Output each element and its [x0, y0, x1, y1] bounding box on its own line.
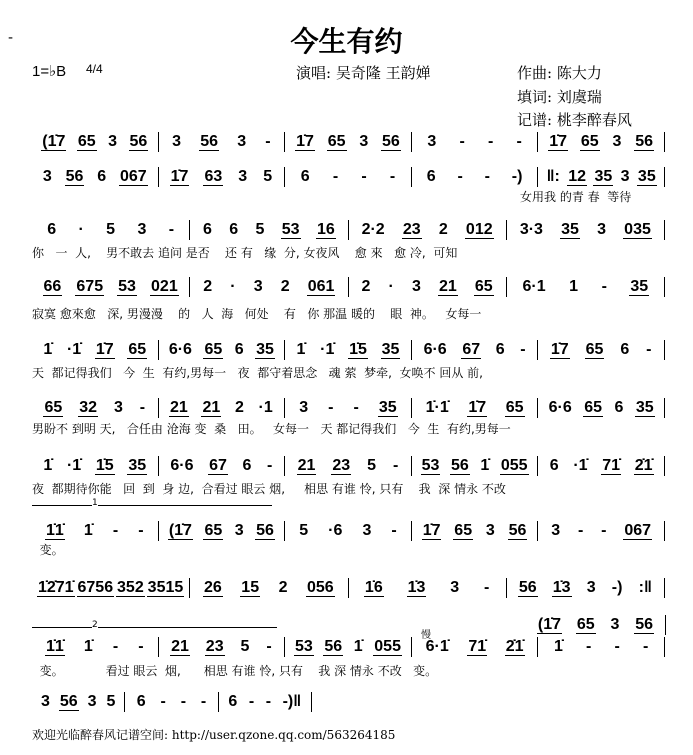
- note-group: -: [487, 133, 494, 150]
- notation-row: [32, 339, 665, 361]
- note-group: (1̇7: [168, 522, 192, 539]
- note-group: 56: [200, 133, 219, 150]
- note-group: -: [180, 693, 187, 710]
- footer-credit: 欢迎光临醉春风记谱空间: http://user.qzone.qq.com/563264185: [32, 728, 396, 742]
- note-group: 6: [47, 221, 57, 238]
- note-group: 2̇1̇: [634, 457, 653, 474]
- note-group: 675: [76, 278, 104, 295]
- volta-2-label: 2: [92, 620, 98, 630]
- note-group: 3: [108, 133, 118, 150]
- measure: [412, 456, 539, 476]
- measure: [285, 340, 412, 360]
- note-group: ·: [78, 221, 84, 238]
- note-group: 6: [426, 168, 436, 185]
- note-group: 2: [278, 579, 288, 596]
- note-group: 352: [117, 579, 144, 596]
- note-group: 2: [361, 278, 371, 295]
- note-group: 1̇7: [296, 133, 314, 150]
- note-group: 3: [234, 522, 244, 539]
- note-group: ·: [230, 278, 236, 295]
- note-group: 56: [65, 168, 84, 185]
- note-group: 35: [378, 399, 397, 416]
- note-group: 3: [620, 168, 630, 185]
- measure: [412, 167, 539, 187]
- measure: [412, 398, 539, 418]
- note-group: ·1̇: [66, 341, 82, 358]
- tempo-mark: 慢: [421, 630, 431, 641]
- note-group: ·1̇: [66, 457, 82, 474]
- transcriber: 记谱: 桃李醉春风: [517, 111, 632, 129]
- note-group: 66: [43, 278, 62, 295]
- note-group: 21: [438, 278, 457, 295]
- notation-row: [32, 520, 665, 542]
- note-group: 1̇·1̇: [425, 399, 449, 416]
- note-group: 35: [594, 168, 613, 185]
- note-group: 3: [597, 221, 606, 238]
- measure: [538, 167, 665, 187]
- note-group: -: [353, 399, 359, 416]
- note-group: 3: [586, 579, 596, 596]
- note-group: 6: [136, 693, 146, 710]
- note-group: 1̇: [480, 457, 490, 474]
- note-group: -: [646, 341, 652, 358]
- measure: [32, 692, 125, 712]
- measure: [507, 578, 665, 598]
- measure: [526, 615, 666, 635]
- note-group: 6: [97, 168, 107, 185]
- note-group: 56: [518, 579, 537, 596]
- note-group: 3: [362, 522, 372, 539]
- note-group: 65: [77, 133, 96, 150]
- note-group: 65: [327, 133, 346, 150]
- measure: [285, 132, 412, 152]
- note-group: 3: [113, 399, 123, 416]
- note-group: -: [361, 168, 367, 185]
- note-group: 71̇: [468, 638, 487, 655]
- note-group: 3: [42, 168, 52, 185]
- measure: [32, 578, 190, 598]
- measure: [412, 521, 539, 541]
- note-group: -: [112, 522, 119, 539]
- note-group: 6: [620, 341, 630, 358]
- lyric-line: 你 一 人, 男不敢去 追问 是否 还 有 缘 分, 女夜风 愈 來 愈 冷, 可知: [32, 246, 458, 260]
- lyricist: 填词: 刘虞瑞: [517, 88, 602, 106]
- note-group: 35: [256, 341, 274, 358]
- lyric-line: 变。 看过 眼云 烟, 相思 有谁 怜, 只有 我 深 情永 不改 变。: [32, 664, 438, 678]
- note-group: 6: [242, 457, 252, 474]
- note-group: 56: [256, 522, 274, 539]
- note-group: 21: [297, 457, 316, 474]
- note-group: 65: [576, 616, 595, 633]
- measure: [32, 398, 159, 418]
- measure: [285, 521, 412, 541]
- note-group: ·6: [328, 522, 343, 539]
- note-group: 3: [612, 133, 622, 150]
- note-group: 1̇7: [549, 133, 568, 150]
- singers: 演唱: 吴奇隆 王韵婵: [296, 64, 431, 82]
- note-group: 53: [118, 278, 136, 295]
- note-group: -): [511, 168, 523, 185]
- note-group: 65: [584, 399, 603, 416]
- note-group: 65: [204, 522, 223, 539]
- notation-row: [32, 636, 665, 658]
- note-group: -: [389, 168, 396, 185]
- note-group: 23: [402, 221, 421, 238]
- note-group: 067: [119, 168, 147, 185]
- note-group: 23: [205, 638, 224, 655]
- note-group: -: [601, 278, 607, 295]
- measure: [538, 132, 665, 152]
- note-group: 2̇1̇: [505, 638, 524, 655]
- measure: [538, 637, 665, 657]
- measure: [159, 398, 286, 418]
- measure: [32, 521, 159, 541]
- note-group: 1̇7: [468, 399, 487, 416]
- note-group: 26: [204, 579, 222, 596]
- notation-row: [32, 219, 665, 241]
- measure: [412, 132, 539, 152]
- note-group: -: [332, 168, 339, 185]
- note-group: 6·6: [548, 399, 572, 416]
- note-group: 055: [500, 457, 528, 474]
- note-group: 63: [204, 168, 223, 185]
- note-group: 56: [635, 616, 654, 633]
- note-group: 3: [450, 579, 460, 596]
- measure: [190, 220, 348, 240]
- lyric-line: 寂寞 愈來愈 深, 男漫漫 的 人 海 何处 有 你 那温 暖的 眼 神。 女每一: [32, 307, 482, 321]
- note-group: 1̇3: [407, 579, 426, 596]
- note-group: 6756: [77, 579, 114, 596]
- note-group: -: [391, 522, 397, 539]
- note-group: 021: [151, 278, 178, 295]
- note-group: 6: [228, 693, 238, 710]
- note-group: 1̇: [83, 638, 93, 655]
- measure: [412, 637, 539, 657]
- note-group: 71̇: [602, 457, 621, 474]
- notation-row: [32, 691, 312, 713]
- note-group: 1̇: [43, 457, 53, 474]
- note-group: 1̇5: [95, 457, 114, 474]
- note-group: 056: [307, 579, 334, 596]
- note-group: -: [459, 133, 465, 150]
- note-group: 1̇: [353, 638, 363, 655]
- measure: [285, 167, 412, 187]
- note-group: ·1̇: [320, 341, 335, 358]
- measure: [32, 637, 159, 657]
- notation-row: [32, 166, 665, 188]
- note-group: -: [139, 399, 146, 416]
- note-group: -: [520, 341, 526, 358]
- note-group: 65: [128, 341, 147, 358]
- note-group: ·1̇: [573, 457, 588, 474]
- note-group: 2: [234, 399, 244, 416]
- lyric-line: 夜 都期待你能 回 到 身 边, 合看过 眼云 烟, 相思 有谁 怜, 只有 我 深 情永 不改: [32, 482, 506, 496]
- measure: [159, 167, 286, 187]
- note-group: -: [601, 522, 607, 539]
- note-group: 21: [169, 399, 188, 416]
- note-group: -: [267, 457, 273, 474]
- note-group: 1: [569, 278, 579, 295]
- note-group: -: [516, 133, 522, 150]
- note-group: -: [265, 133, 271, 150]
- note-group: ·1: [258, 399, 273, 416]
- measure: [190, 277, 348, 297]
- note-group: 6·1̇: [425, 638, 449, 655]
- note-group: 6·6: [168, 341, 192, 358]
- note-group: 6·1: [522, 278, 546, 295]
- note-group: -: [483, 579, 490, 596]
- notation-row: [32, 577, 665, 599]
- note-group: 32: [79, 399, 97, 416]
- measure: [538, 340, 665, 360]
- notation-row: [32, 455, 665, 477]
- note-group: 65: [44, 399, 63, 416]
- measure: [285, 398, 412, 418]
- note-group: :‖: [638, 579, 652, 596]
- note-group: 35: [637, 168, 656, 185]
- measure: [32, 456, 159, 476]
- note-group: 3: [485, 522, 495, 539]
- note-group: 2: [203, 278, 213, 295]
- note-group: 53: [294, 638, 313, 655]
- note-group: -: [200, 693, 207, 710]
- note-group: 56: [635, 133, 654, 150]
- measure: [159, 132, 286, 152]
- measure: [32, 132, 159, 152]
- note-group: -: [614, 638, 620, 655]
- note-group: 3: [427, 133, 437, 150]
- note-group: 3: [610, 616, 620, 633]
- note-group: 3515: [147, 579, 184, 596]
- measure: [507, 220, 665, 240]
- note-group: 53: [421, 457, 440, 474]
- note-group: 3: [40, 693, 50, 710]
- corner-mark: -: [8, 30, 14, 46]
- note-group: 35: [381, 341, 400, 358]
- note-group: 1̇1̇: [46, 638, 64, 655]
- measure: [538, 456, 665, 476]
- note-group: 3: [172, 133, 182, 150]
- measure: [159, 637, 286, 657]
- note-group: 1̇3: [552, 579, 571, 596]
- note-group: 2: [438, 221, 448, 238]
- note-group: 1̇: [43, 341, 53, 358]
- notation-row: [32, 276, 665, 298]
- note-group: 2·2: [361, 221, 385, 238]
- note-group: 35: [635, 399, 654, 416]
- note-group: 1̇7: [95, 341, 114, 358]
- measure: [349, 277, 507, 297]
- note-group: 1̇7: [170, 168, 189, 185]
- note-group: 56: [324, 638, 343, 655]
- measure: [32, 340, 159, 360]
- note-group: 6: [495, 341, 505, 358]
- measure: [125, 692, 218, 712]
- measure: [285, 637, 412, 657]
- note-group: 012: [465, 221, 493, 238]
- lyric-line: 变。: [32, 543, 64, 557]
- note-group: -: [112, 638, 119, 655]
- notation-row: [32, 131, 665, 153]
- note-group: 56: [508, 522, 527, 539]
- note-group: 1̇5: [349, 341, 367, 358]
- note-group: 56: [59, 693, 78, 710]
- note-group: 67: [209, 457, 227, 474]
- note-group: 56: [129, 133, 148, 150]
- note-group: 21: [202, 399, 221, 416]
- note-group: 56: [382, 133, 400, 150]
- measure: [159, 521, 286, 541]
- note-group: 1̇: [83, 522, 93, 539]
- note-group: 3: [137, 221, 147, 238]
- note-group: 16: [316, 221, 335, 238]
- note-group: -: [138, 522, 144, 539]
- note-group: 1̇: [553, 638, 563, 655]
- note-group: -): [611, 579, 623, 596]
- note-group: -: [248, 693, 255, 710]
- note-group: 035: [624, 221, 651, 238]
- notation-row: [32, 397, 665, 419]
- volta-1-bracket: [32, 498, 272, 508]
- note-group: -: [643, 638, 649, 655]
- note-group: 3: [359, 133, 369, 150]
- song-title: 今生有约: [290, 25, 403, 58]
- note-group: 3·3: [519, 221, 543, 238]
- note-group: 6·6: [423, 341, 447, 358]
- note-group: -: [586, 638, 592, 655]
- measure: [190, 578, 348, 598]
- note-group: 21: [171, 638, 189, 655]
- lyric-line: 天 都记得我们 今 生 有约,男每一 夜 都守着思念 魂 萦 梦牵, 女唤不 回从 前,: [32, 366, 483, 380]
- measure: [159, 456, 286, 476]
- note-group: 56: [450, 457, 469, 474]
- note-group: 6: [549, 457, 559, 474]
- note-group: 6: [234, 341, 244, 358]
- note-group: 1̇1̇: [46, 522, 64, 539]
- note-group: 3: [299, 399, 309, 416]
- note-group: 3: [551, 522, 561, 539]
- note-group: 5: [367, 457, 377, 474]
- note-group: 12: [568, 168, 587, 185]
- note-group: 5: [240, 638, 250, 655]
- note-group: 65: [585, 341, 604, 358]
- note-group: 35: [128, 457, 147, 474]
- time-signature: 4/4: [86, 62, 103, 76]
- note-group: (1̇7: [42, 133, 66, 150]
- notation-row: [526, 614, 666, 636]
- note-group: 65: [454, 522, 473, 539]
- measure: [538, 521, 665, 541]
- note-group: 1̇7: [422, 522, 441, 539]
- note-group: 6·6: [170, 457, 194, 474]
- note-group: 1̇6: [364, 579, 383, 596]
- note-group: -)‖: [282, 693, 302, 710]
- note-group: -: [265, 693, 272, 710]
- note-group: ·: [388, 278, 394, 295]
- lyric-line: 女用我 的青 春 等待: [520, 190, 632, 204]
- measure: [507, 277, 665, 297]
- note-group: 3: [411, 278, 421, 295]
- note-group: 067: [624, 522, 652, 539]
- note-group: 65: [580, 133, 599, 150]
- note-group: 65: [204, 341, 223, 358]
- measure: [219, 692, 312, 712]
- note-group: 35: [561, 221, 579, 238]
- measure: [412, 340, 539, 360]
- note-group: 65: [474, 278, 493, 295]
- lyric-line: 男盼不 到明 天, 合任由 沧海 变 桑 田。 女每一 天 都记得我们 今 生 有约,男每一: [32, 422, 511, 436]
- note-group: 23: [332, 457, 351, 474]
- note-group: 3: [237, 133, 247, 150]
- note-group: 1̇2̇71̇: [37, 579, 74, 596]
- measure: [349, 578, 507, 598]
- note-group: 6: [229, 221, 239, 238]
- note-group: 061: [307, 278, 335, 295]
- measure: [159, 340, 286, 360]
- measure: [538, 398, 665, 418]
- note-group: -: [484, 168, 490, 185]
- note-group: 3: [253, 278, 263, 295]
- measure: [349, 220, 507, 240]
- note-group: -: [578, 522, 584, 539]
- note-group: 055: [374, 638, 401, 655]
- note-group: 15: [241, 579, 260, 596]
- note-group: 3: [87, 693, 97, 710]
- note-group: 3: [238, 168, 248, 185]
- note-group: (1̇7: [537, 616, 562, 633]
- note-group: -: [328, 399, 334, 416]
- measure: [32, 167, 159, 187]
- note-group: ‖:: [546, 168, 560, 185]
- note-group: 35: [630, 278, 649, 295]
- note-group: 6: [300, 168, 310, 185]
- note-group: 1̇7: [550, 341, 569, 358]
- note-group: 53: [281, 221, 300, 238]
- note-group: 6: [614, 399, 624, 416]
- note-group: 67: [462, 341, 481, 358]
- note-group: -: [138, 638, 144, 655]
- note-group: 5: [255, 221, 265, 238]
- measure: [32, 220, 190, 240]
- note-group: 5: [299, 522, 309, 539]
- composer: 作曲: 陈大力: [517, 64, 602, 82]
- measure: [32, 277, 190, 297]
- volta-1-label: 1: [92, 498, 98, 508]
- key-signature: 1=♭B: [32, 63, 67, 80]
- note-group: 2: [280, 278, 290, 295]
- measure: [285, 456, 412, 476]
- note-group: 5: [106, 221, 116, 238]
- note-group: -: [392, 457, 399, 474]
- note-group: -: [160, 693, 166, 710]
- volta-2-bracket: [32, 620, 277, 630]
- note-group: -: [457, 168, 463, 185]
- note-group: 65: [505, 399, 524, 416]
- note-group: 5: [106, 693, 116, 710]
- note-group: 6: [202, 221, 212, 238]
- note-group: 5: [263, 168, 273, 185]
- note-group: -: [168, 221, 175, 238]
- note-group: -: [266, 638, 272, 655]
- note-group: 1̇: [296, 341, 306, 358]
